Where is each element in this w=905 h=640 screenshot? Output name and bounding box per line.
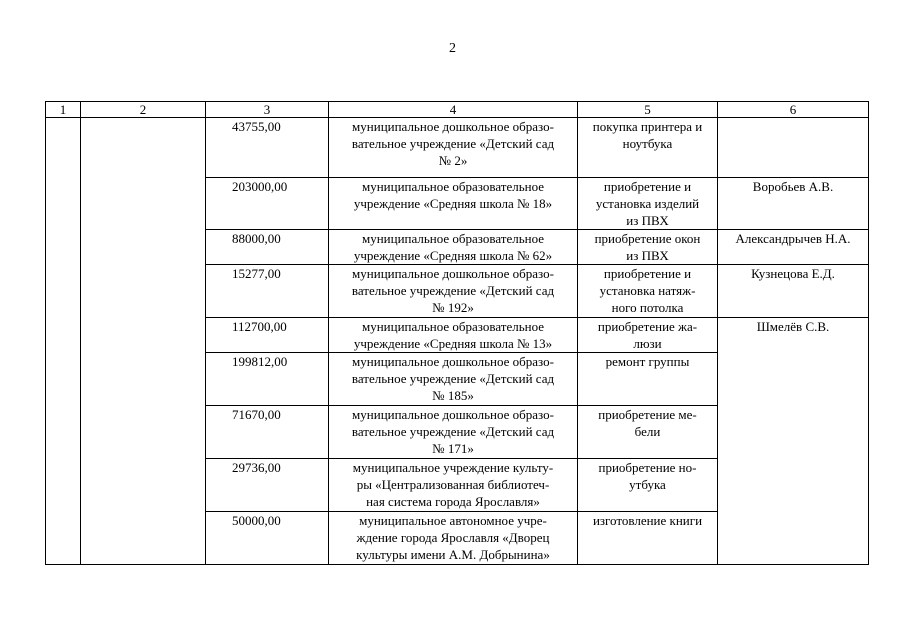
institution-cell: [329, 459, 578, 512]
header-cell: 3: [206, 102, 329, 118]
institution-line: учреждение «Средняя школа № 62»: [353, 248, 553, 263]
amount-cell: 112700,00: [206, 318, 329, 353]
institution-cell: [329, 353, 578, 406]
purpose-cell: [578, 318, 718, 353]
amount-cell: 88000,00: [206, 230, 329, 265]
institution-line: № 171»: [432, 441, 474, 456]
purpose-cell: [578, 230, 718, 265]
institution-line: ная система города Ярославля»: [366, 494, 540, 509]
institution-cell: [329, 118, 578, 178]
col1-cell: [46, 118, 81, 565]
amount-cell: 71670,00: [206, 406, 329, 459]
institution-line: муниципальное дошкольное образо-: [352, 354, 554, 369]
institution-line: учреждение «Средняя школа № 13»: [353, 336, 553, 351]
institution-line: вательное учреждение «Детский сад: [351, 283, 555, 298]
purpose-line: установка натяж-: [599, 283, 696, 298]
purpose-line: из ПВХ: [626, 213, 669, 228]
purpose-line: бели: [634, 424, 661, 439]
institution-line: № 2»: [438, 153, 468, 168]
institution-line: муниципальное автономное учре-: [359, 513, 547, 528]
institution-line: вательное учреждение «Детский сад: [351, 136, 555, 151]
institution-line: муниципальное образовательное: [361, 319, 545, 334]
deputy-cell: Александрычев Н.А.: [718, 230, 869, 265]
amount-cell: 203000,00: [206, 178, 329, 230]
deputy-cell: Воробьев А.В.: [718, 178, 869, 230]
purpose-line: приобретение но-: [598, 460, 697, 475]
allocation-table: [45, 101, 869, 565]
deputy-cell: Шмелёв С.В.: [718, 318, 869, 565]
institution-line: № 192»: [432, 300, 474, 315]
amount-cell: 50000,00: [206, 512, 329, 565]
institution-line: муниципальное образовательное: [361, 179, 545, 194]
institution-cell: [329, 406, 578, 459]
institution-line: муниципальное учреждение культу-: [352, 460, 554, 475]
header-cell: 5: [578, 102, 718, 118]
deputy-cell: Кузнецова Е.Д.: [718, 265, 869, 318]
purpose-line: люзи: [633, 336, 662, 351]
purpose-line: установка изделий: [595, 196, 700, 211]
col2-cell: [81, 118, 206, 565]
amount-cell: 199812,00: [206, 353, 329, 406]
institution-line: муниципальное дошкольное образо-: [352, 266, 554, 281]
institution-line: учреждение «Средняя школа № 18»: [353, 196, 553, 211]
purpose-line: приобретение ме-: [598, 407, 697, 422]
purpose-cell: [578, 178, 718, 230]
purpose-line: приобретение окон: [594, 231, 701, 246]
header-cell: 2: [81, 102, 206, 118]
page-number: 2: [449, 41, 456, 56]
institution-line: муниципальное дошкольное образо-: [352, 407, 554, 422]
institution-line: ждение города Ярославля «Дворец: [356, 530, 550, 545]
purpose-cell: [578, 265, 718, 318]
institution-cell: [329, 318, 578, 353]
institution-line: вательное учреждение «Детский сад: [351, 424, 555, 439]
purpose-line: приобретение жа-: [597, 319, 698, 334]
header-row: [46, 102, 869, 118]
table-row: [46, 118, 869, 178]
purpose-cell: [578, 512, 718, 565]
institution-line: муниципальное дошкольное образо-: [352, 119, 554, 134]
amount-cell: 43755,00: [206, 118, 329, 178]
purpose-line: утбука: [629, 477, 666, 492]
purpose-cell: [578, 406, 718, 459]
deputy-cell: [718, 118, 869, 178]
header-cell: 6: [718, 102, 869, 118]
institution-cell: [329, 178, 578, 230]
amount-cell: 15277,00: [206, 265, 329, 318]
purpose-line: изготовление книги: [592, 513, 703, 528]
amount-cell: 29736,00: [206, 459, 329, 512]
purpose-cell: [578, 118, 718, 178]
purpose-line: приобретение и: [603, 266, 692, 281]
purpose-line: покупка принтера и: [592, 119, 703, 134]
purpose-line: из ПВХ: [626, 248, 669, 263]
purpose-line: ного потолка: [611, 300, 684, 315]
institution-line: муниципальное образовательное: [361, 231, 545, 246]
purpose-cell: [578, 459, 718, 512]
header-cell: 4: [329, 102, 578, 118]
institution-line: ры «Централизованная библиотеч-: [356, 477, 550, 492]
institution-line: культуры имени А.М. Добрынина»: [356, 547, 550, 562]
purpose-line: приобретение и: [603, 179, 692, 194]
institution-cell: [329, 512, 578, 565]
institution-cell: [329, 265, 578, 318]
purpose-line: ремонт группы: [605, 354, 690, 369]
purpose-cell: [578, 353, 718, 406]
header-cell: 1: [46, 102, 81, 118]
institution-line: № 185»: [432, 388, 474, 403]
institution-line: вательное учреждение «Детский сад: [351, 371, 555, 386]
institution-cell: [329, 230, 578, 265]
purpose-line: ноутбука: [622, 136, 673, 151]
